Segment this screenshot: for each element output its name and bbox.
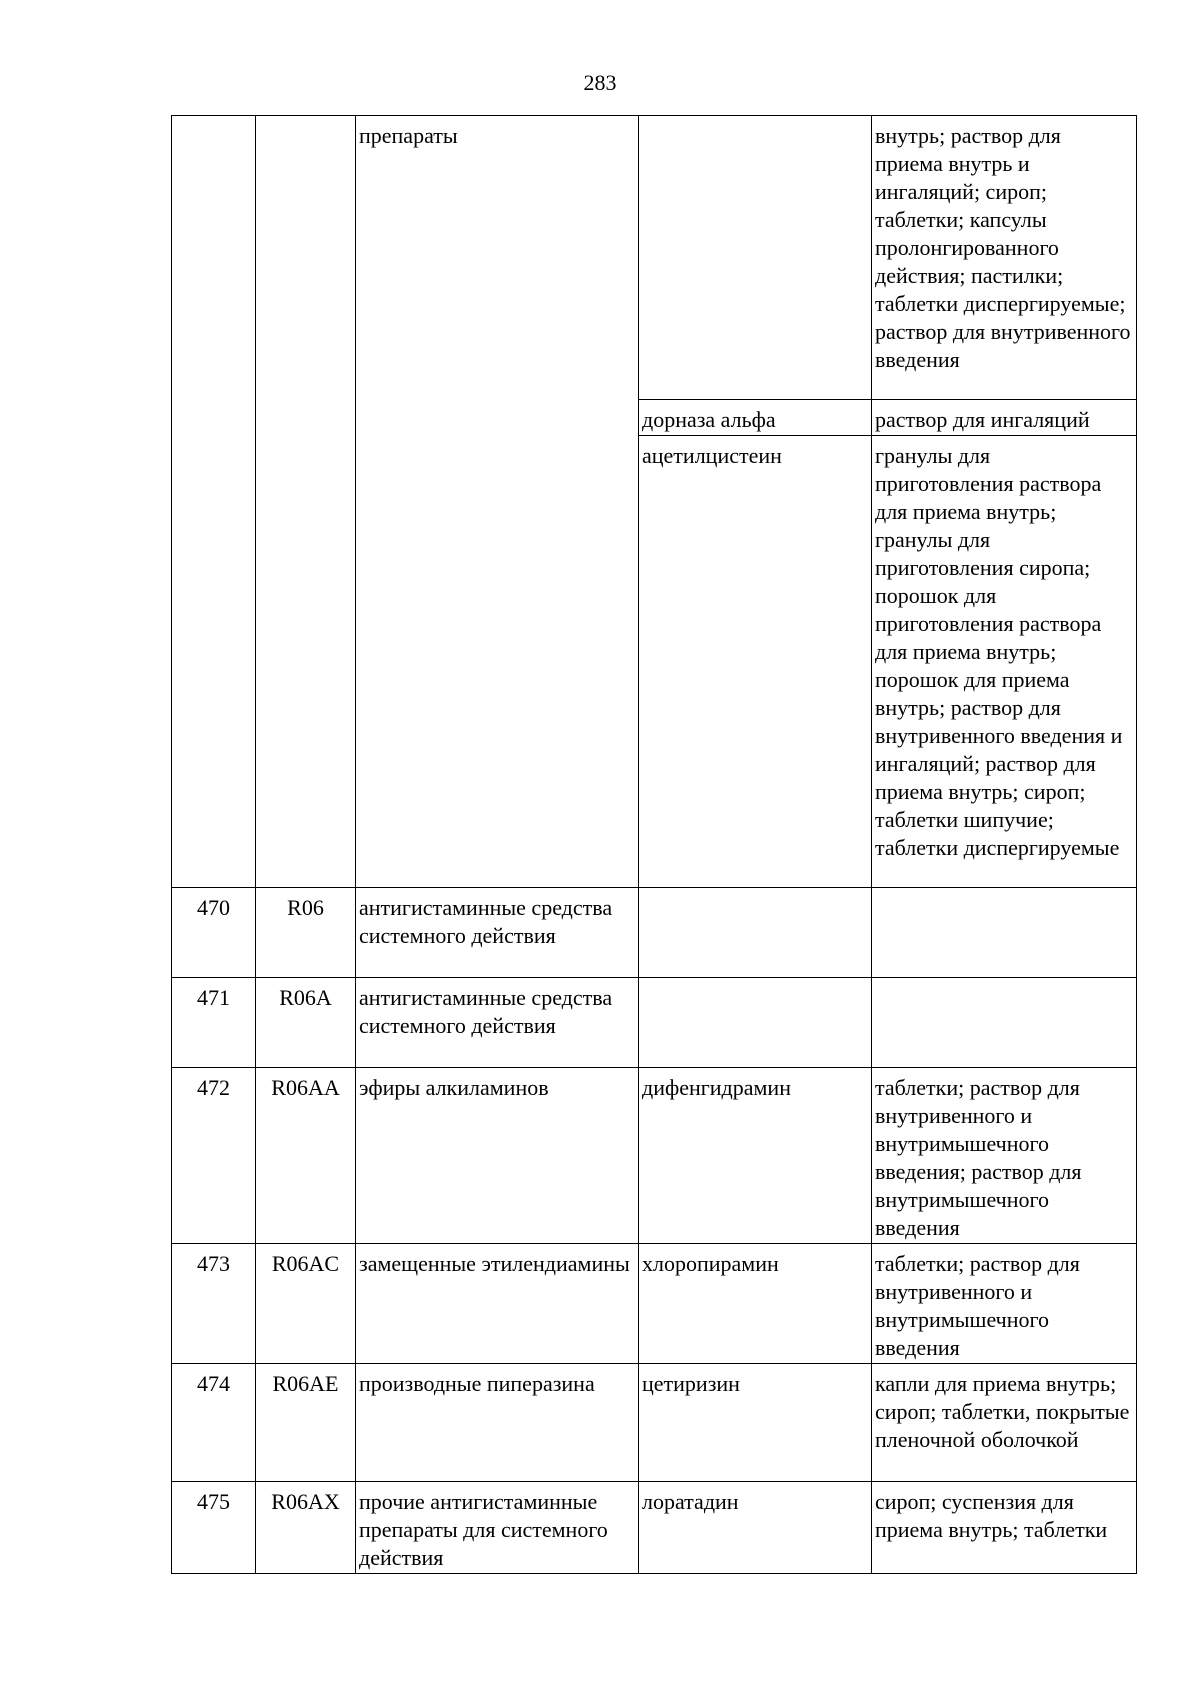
table-row	[172, 1364, 1137, 1482]
group-cell: производные пиперазина	[356, 1364, 639, 1482]
atc-code-cell: R06AC	[256, 1244, 356, 1364]
medicines-table	[171, 115, 1137, 1574]
atc-code-cell: R06AA	[256, 1068, 356, 1244]
group-cell: эфиры алкиламинов	[356, 1068, 639, 1244]
table-row	[172, 978, 1137, 1068]
row-number-cell: 473	[172, 1244, 256, 1364]
dosage-form-cell: таблетки; раствор для внутривенного и внутримышечного введения; раствор для внутримышечного введения	[872, 1068, 1137, 1244]
atc-code-cell: R06	[256, 888, 356, 978]
drug-cell: цетиризин	[639, 1364, 872, 1482]
dosage-form-cell: раствор для ингаляций	[872, 400, 1137, 436]
drug-cell	[639, 116, 872, 400]
drug-cell: дифенгидрамин	[639, 1068, 872, 1244]
atc-code-cell	[256, 116, 356, 888]
page-number: 283	[583, 70, 617, 95]
group-cell: прочие антигистаминные препараты для системного действия	[356, 1482, 639, 1574]
dosage-form-cell	[872, 888, 1137, 978]
row-number-cell: 472	[172, 1068, 256, 1244]
atc-code-cell: R06A	[256, 978, 356, 1068]
row-number-cell: 471	[172, 978, 256, 1068]
drug-cell: хлоропирамин	[639, 1244, 872, 1364]
table-row	[172, 1244, 1137, 1364]
row-number-cell: 474	[172, 1364, 256, 1482]
drug-cell: дорназа альфа	[639, 400, 872, 436]
row-number-cell: 475	[172, 1482, 256, 1574]
group-cell: препараты	[356, 116, 639, 888]
drug-cell	[639, 978, 872, 1068]
row-number-cell	[172, 116, 256, 888]
dosage-form-cell: гранулы для приготовления раствора для приема внутрь; гранулы для приготовления сиропа; порошок для приготовления раствора для приема внутрь; порошок для приема внутрь; раствор для внутривенного введения и ингаляций; раствор для приема внутрь; сироп; таблетки шипучие; таблетки диспергируемые	[872, 436, 1137, 888]
table-row	[172, 1068, 1137, 1244]
dosage-form-cell: внутрь; раствор для приема внутрь и ингаляций; сироп; таблетки; капсулы пролонгированного действия; пастилки; таблетки диспергируемые; раствор для внутривенного введения	[872, 116, 1137, 400]
group-cell: антигистаминные средства системного действия	[356, 888, 639, 978]
dosage-form-cell: таблетки; раствор для внутривенного и внутримышечного введения	[872, 1244, 1137, 1364]
atc-code-cell: R06AE	[256, 1364, 356, 1482]
dosage-form-cell: сироп; суспензия для приема внутрь; таблетки	[872, 1482, 1137, 1574]
row-number-cell: 470	[172, 888, 256, 978]
dosage-form-cell: капли для приема внутрь; сироп; таблетки, покрытые пленочной оболочкой	[872, 1364, 1137, 1482]
table-row	[172, 1482, 1137, 1574]
group-cell: антигистаминные средства системного действия	[356, 978, 639, 1068]
group-cell: замещенные этилендиамины	[356, 1244, 639, 1364]
drug-cell: лоратадин	[639, 1482, 872, 1574]
table-row	[172, 888, 1137, 978]
atc-code-cell: R06AX	[256, 1482, 356, 1574]
table-row	[172, 116, 1137, 400]
dosage-form-cell	[872, 978, 1137, 1068]
drug-cell	[639, 888, 872, 978]
drug-cell: ацетилцистеин	[639, 436, 872, 888]
